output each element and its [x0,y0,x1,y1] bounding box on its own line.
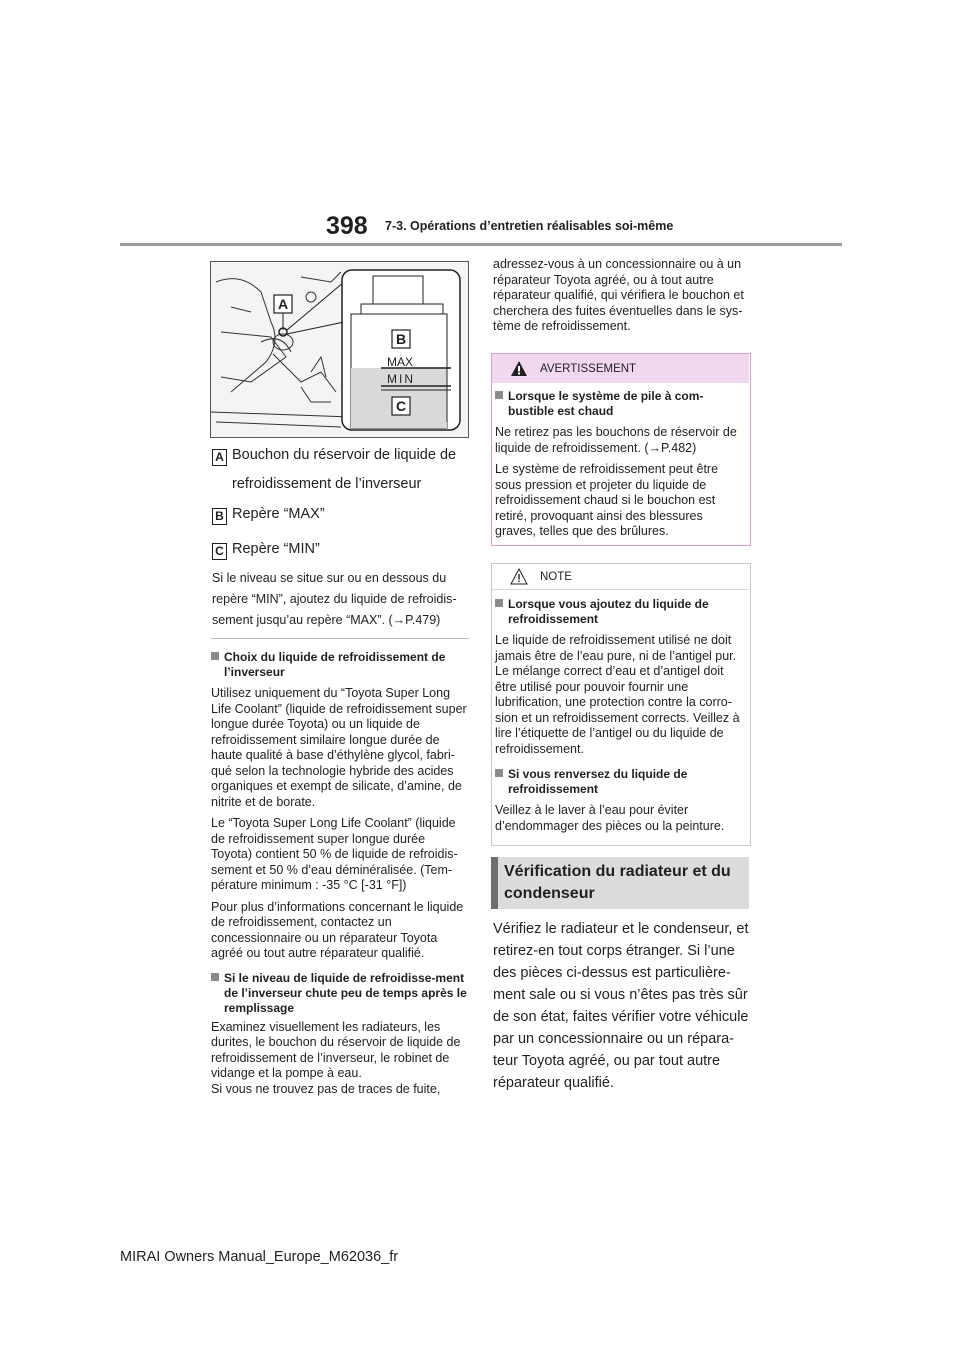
section-divider [211,638,469,639]
square-bullet-icon [211,973,219,981]
level-note-line: sement jusqu’au repère “MAX”. (→P.479) [212,613,441,627]
warning-title: AVERTISSEMENT [540,363,637,375]
level-drop-heading: Si le niveau de liquide de refroidisse-ment de l’inverseur chute peu de temps après le remplissage [211,971,469,1016]
legend-a-text: Bouchon du réservoir de liquide de [232,447,457,463]
square-bullet-icon [495,769,503,777]
level-note-line: Si le niveau se situe sur ou en dessous du [212,571,447,585]
legend-a [212,447,456,466]
reservoir-drawing [211,262,468,437]
legend-c-letter: C [212,543,227,560]
square-bullet-icon [211,652,219,660]
note-heading-adding: Lorsque vous ajoutez du liquide de refroidissement [495,597,741,627]
legend-b [212,506,325,525]
note-p1: Le liquide de refroidissement utilisé ne doit jamais être de l’eau pure, ni de l’antigel pur. Le mélange correct d’eau et d’antigel doit être utilisé pour pouvoir fournir une lubrification, une protection contre la corro-sion et un refroidissement corrects. Veillez à lire l’étiquette de l’antigel ou du liquide de refroidissement. [495,633,740,756]
coolant-choice-heading: Choix du liquide de refroidissement de l’inverseur [211,650,469,680]
section-title: 7-3. Opérations d’entretien réalisables soi-même [385,219,674,233]
caution-triangle-icon [510,568,528,585]
level-note-line: repère “MIN”, ajoutez du liquide de refroidis- [212,592,457,606]
level-drop-p2: Si vous ne trouvez pas de traces de fuite, [211,1081,441,1096]
level-note [212,568,470,631]
legend-c-text: Repère “MIN” [232,541,320,557]
page-number: 398 [326,212,368,240]
warning-heading: Lorsque le système de pile à com-bustible est chaud [495,389,741,419]
note-heading-spill: Si vous renversez du liquide de refroidissement [495,767,741,797]
legend-b-letter: B [212,508,227,525]
warning-p1: Ne retirez pas les bouchons de réservoir de liquide de refroidissement. (→P.482) [495,425,737,455]
warning-p2: Le système de refroidissement peut être sous pression et projeter du liquide de refroidissement chaud si le bouchon est retiré, provoquant ainsi des blessures graves, telles que des brûlures. [495,462,719,538]
coolant-reservoir-illustration [210,261,469,438]
legend-b-text: Repère “MAX” [232,506,325,522]
coolant-choice-p3: Pour plus d’informations concernant le liquide de refroidissement, contactez un concessionnaire ou un réparateur Toyota agréé ou tout autre réparateur qualifié. [211,899,464,960]
warning-header [492,354,749,383]
square-bullet-icon [495,391,503,399]
coolant-choice-p1: Utilisez uniquement du “Toyota Super Long Life Coolant” (liquide de refroidissement super longue durée Toyota) ou un liquide de refroidissement similaire longue durée de haute qualité à base d’éthylène glycol, fabri-qué selon la technologie hybride des acides organiques et exempt de silicate, d’amine, de nitrite et de borate. [211,686,467,809]
radiator-heading: Vérification du radiateur et du condenseur [504,863,731,902]
legend-c [212,541,320,560]
min-mark-label: MIN [387,372,415,386]
note-header [492,564,749,590]
right-intro-text: adressez-vous à un concessionnaire ou à un réparateur Toyota agréé, ou à tout autre réparateur qualifié, qui vérifiera le bouchon et cherchera des fuites éventuelles dans le sys-tème de refroidissement. [493,257,744,333]
legend-a-letter: A [212,449,227,466]
warning-content [495,389,741,540]
warning-triangle-icon [510,360,528,377]
callout-c: C [395,398,407,414]
header-rule [120,243,842,246]
note-title: NOTE [540,571,572,583]
max-mark-label: MAX [387,355,414,369]
note-content [495,597,741,834]
legend-a-continued: refroidissement de l’inverseur [232,476,422,492]
coolant-choice-p2: Le “Toyota Super Long Life Coolant” (liquide de refroidissement super longue durée Toyota) contient 50 % de liquide de refroidis-sement et 50 % d’eau déminéralisée. (Tem-pérature minimum : -35 °C [-31 °F]) [211,816,458,892]
square-bullet-icon [495,599,503,607]
radiator-body: Vérifiez le radiateur et le condenseur, et retirez-en tout corps étranger. Si l’une des pièces ci-dessus est particulière-ment sale ou si vous n’êtes pas très sûr de son état, faites vérifier votre véhicule par un concessionnaire ou un répara-teur Toyota agréé, ou par tout autre réparateur qualifié. [493,921,749,1091]
callout-b: B [395,331,407,347]
left-column-text [211,650,469,1097]
footer-text: MIRAI Owners Manual_Europe_M62036_fr [120,1249,399,1265]
level-drop-p1: Examinez visuellement les radiateurs, les durites, le bouchon du réservoir de liquide de refroidissement de l’inverseur, le robinet de vidange et la pompe à eau. [211,1019,461,1080]
callout-a: A [277,296,289,312]
note-p2: Veillez à le laver à l’eau pour éviter d’endommager des pièces ou la peinture. [495,803,725,833]
